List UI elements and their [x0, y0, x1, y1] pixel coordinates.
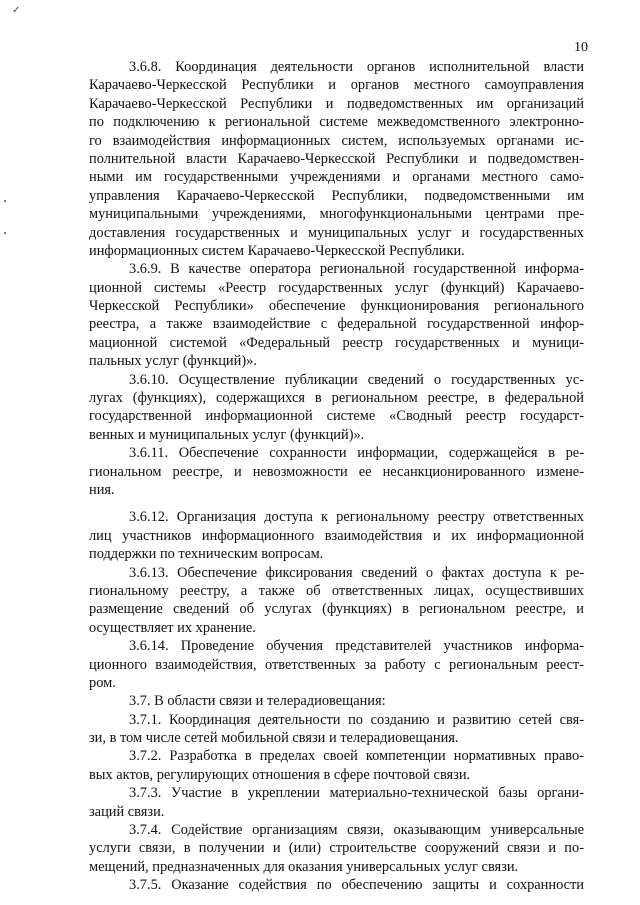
text-line: венных и муниципальных услуг (функций)». [89, 426, 365, 443]
text-line: 3.7. В области связи и телерадиовещания: [129, 693, 386, 710]
text-line: услуги связи, в получении и (или) строительстве сооружений связи и по- [89, 840, 584, 857]
paragraph [89, 260, 584, 370]
text-line: 3.6.8. Координация деятельности органов исполнительной власти [129, 59, 584, 75]
scan-speck [4, 200, 6, 202]
text-line: 3.6.14. Проведение обучения представителей участников информа- [129, 638, 584, 655]
paragraph [89, 564, 584, 638]
text-line: Черкесской Республики» обеспечение функционирования регионального [89, 298, 584, 315]
paragraph [89, 821, 584, 876]
text-line: ными им государственными учреждениями и органами местного само- [89, 169, 584, 186]
paragraph [89, 444, 584, 499]
text-line: 3.6.13. Обеспечение фиксирования сведений о фактах доступа к ре- [129, 564, 584, 581]
paragraph [89, 747, 584, 784]
paragraph [89, 711, 584, 748]
text-line: 3.6.11. Обеспечение сохранности информации, содержащейся в ре- [129, 445, 584, 462]
paragraph [89, 784, 584, 821]
text-line: доставления государственных и муниципальных услуг и государственных [89, 224, 584, 241]
corner-check-mark: ✓ [12, 5, 21, 16]
text-line: 3.7.3. Участие в укреплении материально-технической базы органи- [129, 785, 584, 802]
text-line: заций связи. [89, 803, 165, 820]
text-line: ционного взаимодействия, ответственных за работу с региональным реест- [89, 656, 584, 673]
text-line: 3.6.10. Осуществление публикации сведений о государственных ус- [129, 371, 584, 388]
text-line: 3.6.12. Организация доступа к региональному реестру ответственных [129, 509, 584, 526]
text-line: ром. [89, 674, 116, 691]
paragraph [89, 58, 584, 260]
text-line: государственной информационной системе «Сводный реестр государст- [89, 408, 584, 425]
text-line: мационной системой «Федеральный реестр государственных и муници- [89, 334, 584, 351]
text-line: полнительной власти Карачаево-Черкесской Республики и подведомствен- [89, 150, 584, 167]
text-line: 3.6.9. В качестве оператора региональной государственной информа- [129, 261, 584, 278]
text-line: мещений, предназначенных для оказания универсальных услуг связи. [89, 858, 519, 875]
paragraph [89, 876, 584, 894]
paragraph-gap [89, 499, 584, 508]
text-line: гиональному реестру, а также об ответственных лицах, осуществивших [89, 582, 584, 599]
text-line: Карачаево-Черкесской Республики и органов местного самоуправления [89, 77, 584, 94]
text-line: поддержки по техническим вопросам. [89, 546, 324, 563]
text-line: лиц участников информационного взаимодействия и их информационной [89, 527, 584, 544]
text-line: ния. [89, 481, 115, 498]
paragraph [89, 508, 584, 563]
paragraph [89, 637, 584, 692]
page-number: 10 [574, 40, 588, 55]
paragraph [89, 692, 584, 710]
text-line: 3.7.1. Координация деятельности по созданию и развитию сетей свя- [129, 711, 584, 728]
paragraph [89, 371, 584, 445]
document-body [89, 58, 584, 895]
text-line: зи, в том числе сетей мобильной связи и телерадиовещания. [89, 730, 459, 747]
text-line: осуществляет их хранение. [89, 619, 256, 636]
text-line: лугах (функциях), содержащихся в региональном реестре, в федеральной [89, 390, 584, 407]
text-line: го взаимодействия информационных систем, используемых органами ис- [89, 132, 584, 149]
text-line: реестра, а также взаимодействие с федеральной государственной инфор- [89, 316, 584, 333]
text-line: 3.7.2. Разработка в пределах своей компетенции нормативных право- [129, 748, 584, 765]
text-line: размещение сведений об услугах (функциях) в региональном реестре, и [89, 601, 584, 618]
text-line: ционной системы «Реестр государственных услуг (функций) Карачаево- [89, 279, 584, 296]
scan-speck [4, 232, 6, 234]
text-line: 3.7.4. Содействие организациям связи, оказывающим универсальные [129, 822, 584, 839]
text-line: вых актов, регулирующих отношения в сфере почтовой связи. [89, 766, 471, 783]
text-line: муниципальными учреждениями, многофункциональными центрами пре- [89, 206, 584, 223]
text-line: Карачаево-Черкесской Республики и подведомственных им организаций [89, 95, 584, 112]
text-line: управления Карачаево-Черкесской Республики, подведомственными им [89, 187, 584, 204]
text-line: по подключению к региональной системе межведомственного электронно- [89, 114, 584, 131]
text-line: гиональном реестре, и невозможности ее несанкционированного измене- [89, 463, 584, 480]
text-line: 3.7.5. Оказание содействия по обеспечению защиты и сохранности [129, 877, 584, 894]
text-line: пальных услуг (функций)». [89, 353, 257, 370]
text-line: информационных систем Карачаево-Черкесской Республики. [89, 242, 465, 259]
